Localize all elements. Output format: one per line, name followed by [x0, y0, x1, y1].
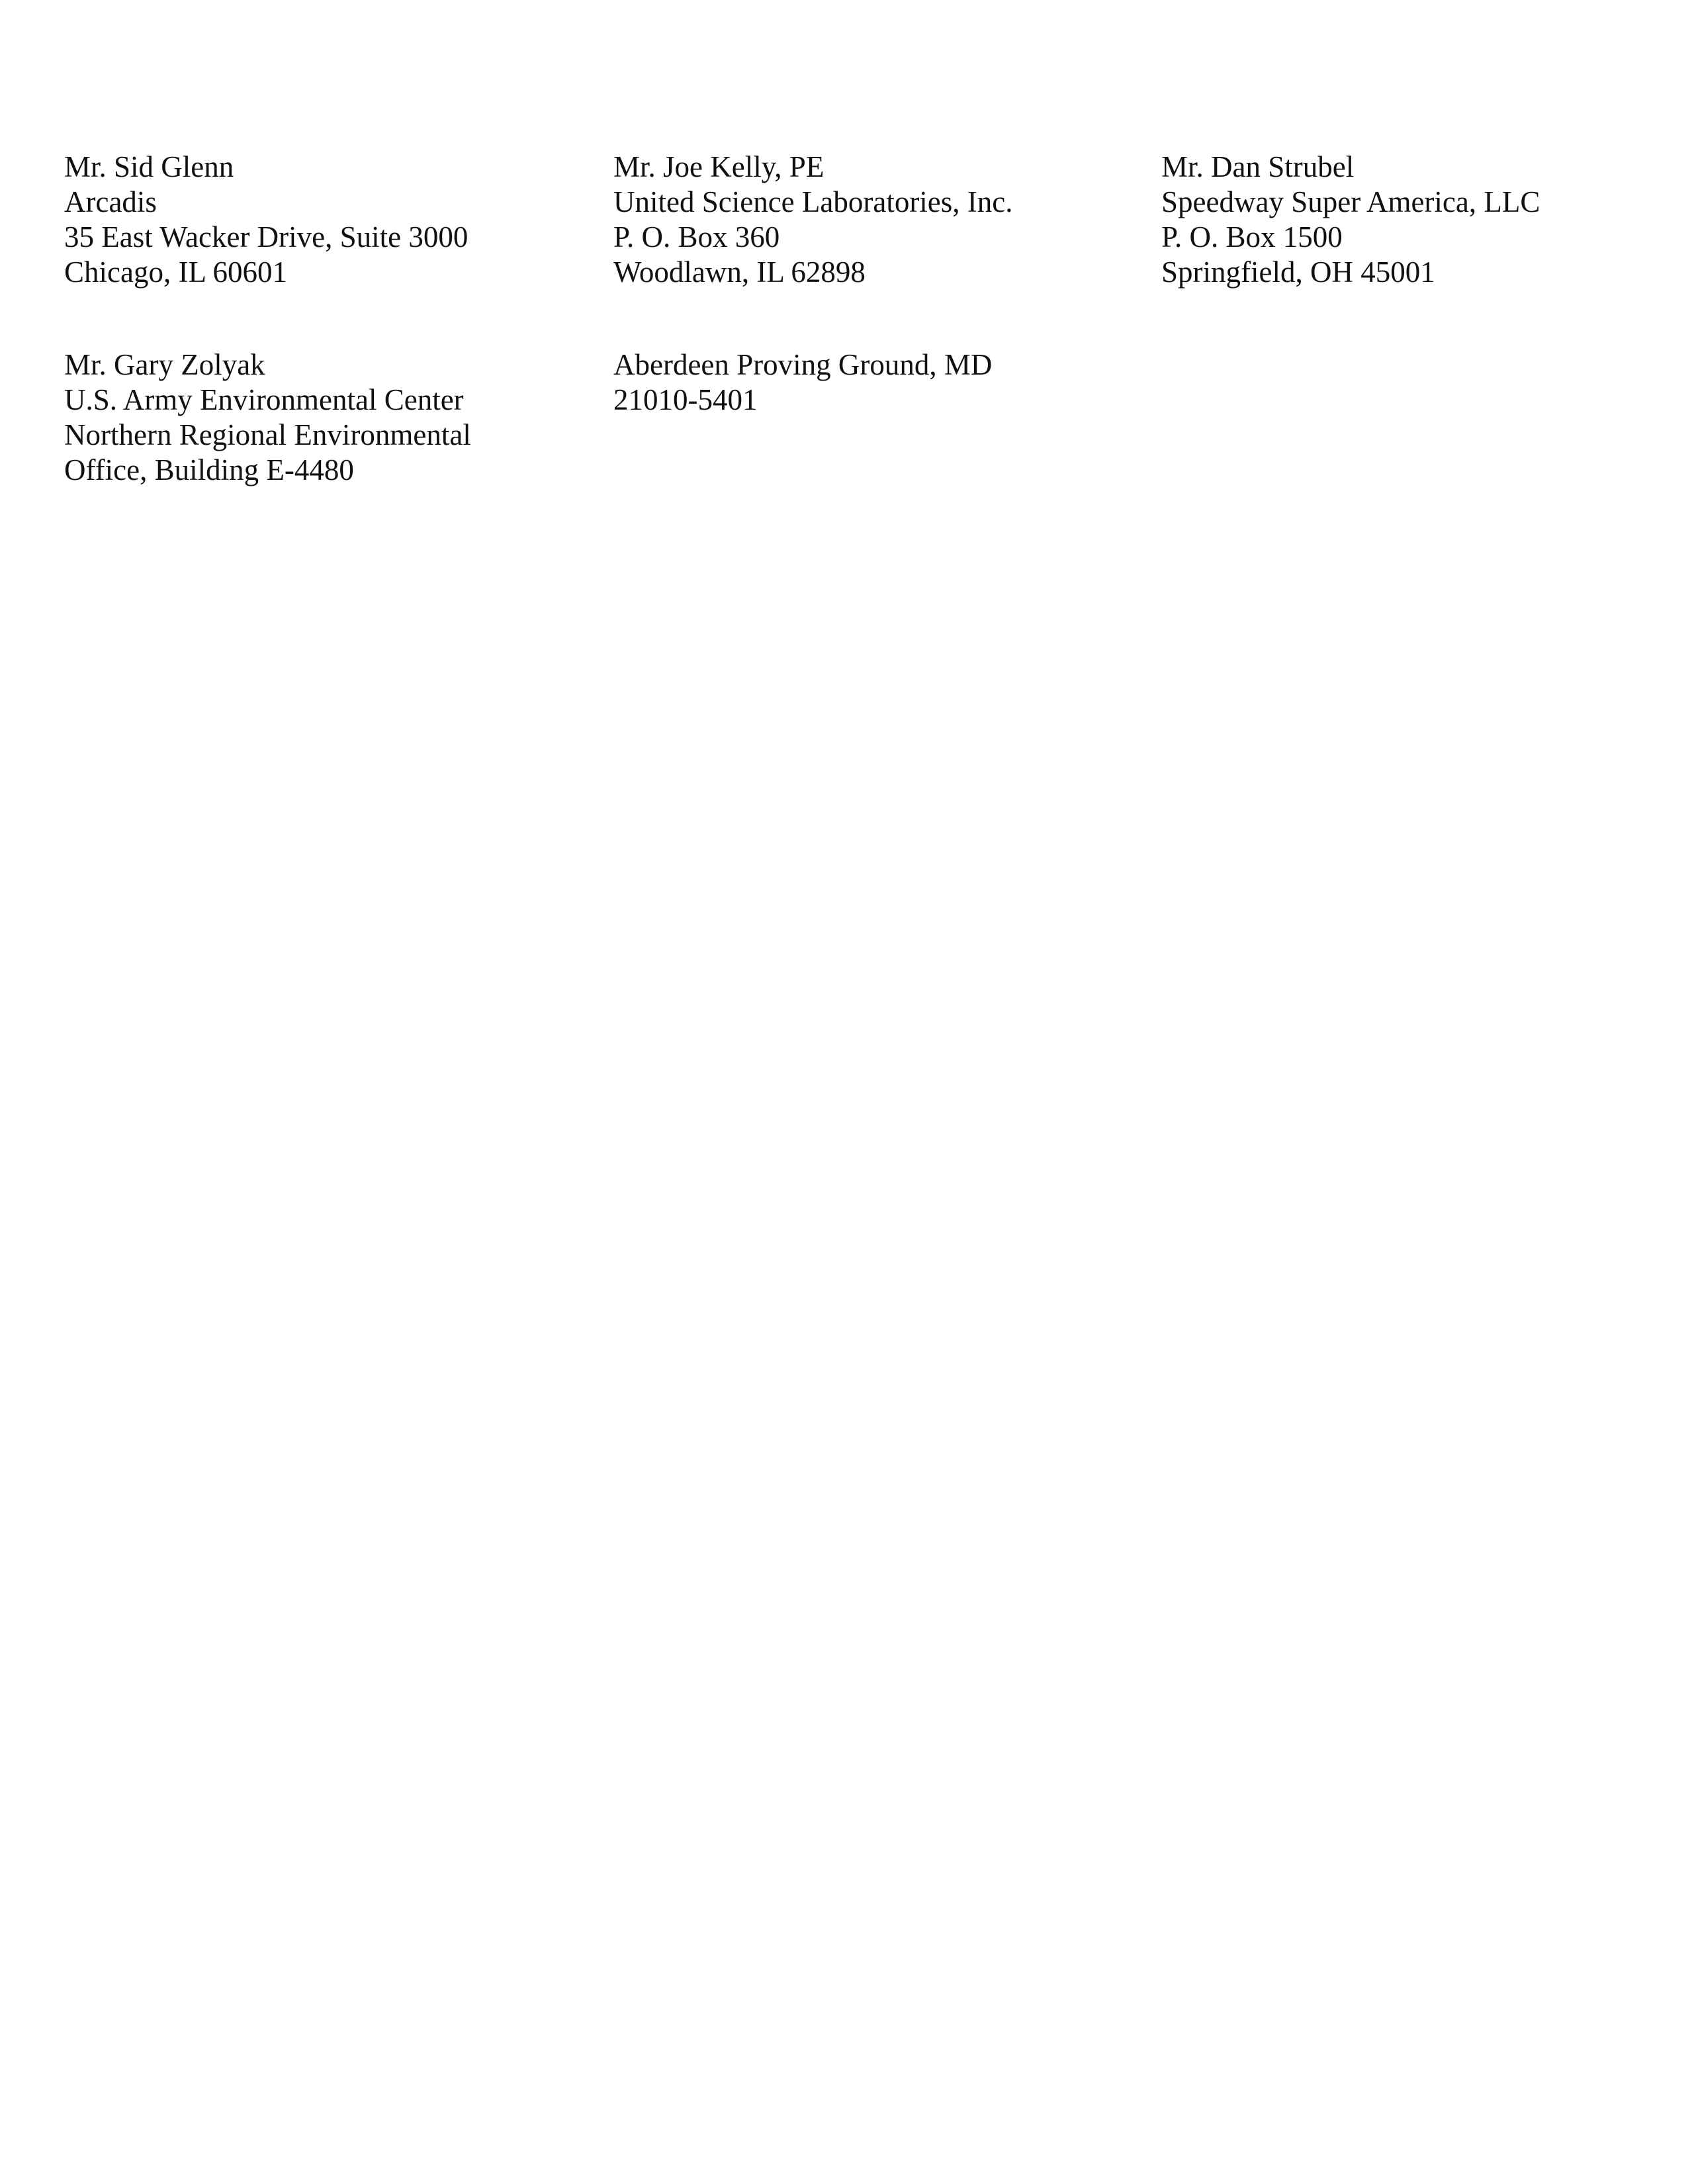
address-line: Springfield, OH 45001: [1161, 255, 1435, 289]
address-line: 21010-5401: [613, 383, 758, 416]
address-line: 35 East Wacker Drive, Suite 3000: [64, 220, 468, 253]
address-line: P. O. Box 360: [613, 220, 780, 253]
address-line: Mr. Gary Zolyak: [64, 348, 265, 381]
address-line: P. O. Box 1500: [1161, 220, 1343, 253]
address-line: Mr. Joe Kelly, PE: [613, 150, 825, 183]
address-block-dan-strubel: [1161, 150, 1540, 290]
address-line: Speedway Super America, LLC: [1161, 185, 1540, 218]
address-block-joe-kelly: [613, 150, 1013, 290]
address-block-sid-glenn: [64, 150, 468, 290]
address-line: U.S. Army Environmental Center: [64, 383, 464, 416]
address-block-gary-zolyak: [64, 347, 471, 488]
address-line: Woodlawn, IL 62898: [613, 255, 866, 289]
address-line: Aberdeen Proving Ground, MD: [613, 348, 993, 381]
address-line: Arcadis: [64, 185, 157, 218]
address-block-continuation: [613, 347, 992, 418]
address-line: Mr. Sid Glenn: [64, 150, 234, 183]
address-line: Northern Regional Environmental: [64, 418, 471, 451]
address-line: Office, Building E-4480: [64, 453, 354, 486]
address-line: Chicago, IL 60601: [64, 255, 288, 289]
address-line: Mr. Dan Strubel: [1161, 150, 1355, 183]
address-line: United Science Laboratories, Inc.: [613, 185, 1013, 218]
